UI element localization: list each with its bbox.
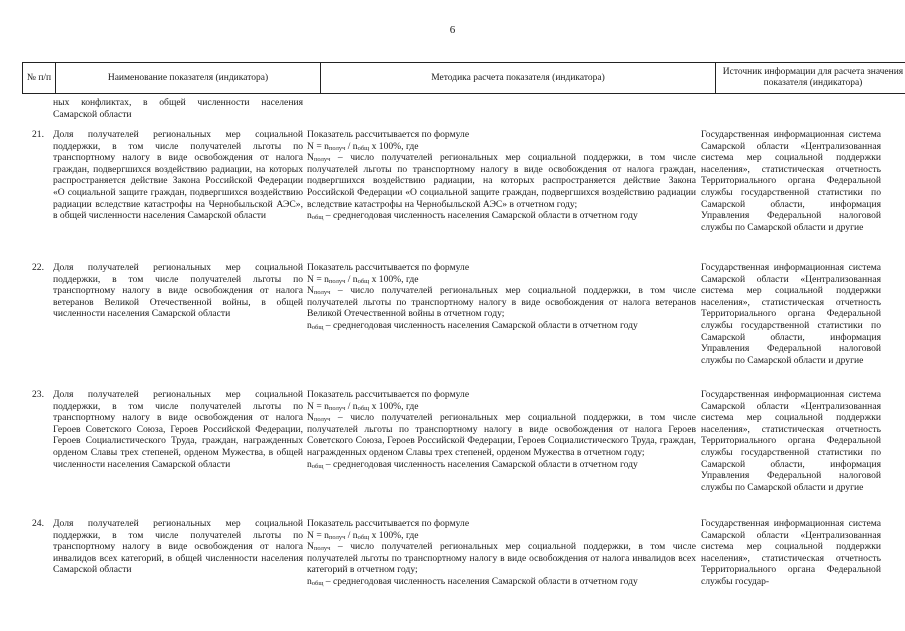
method-def2: $n_{общ}$ – среднегодовая численность населения Самарской области в отчетном году xyxy=(307,319,638,331)
indicator-name: Доля получателей региональных мер социальной поддержки, в том числе получателей льготы по транспортному налогу в виде освобождения от налога граждан, подвергшихся воздействию радиации, на которых распространяется действие Закона Российской Федерации «О социальной защите граждан, подвергшихся воздействию радиации вследствие катастрофы на Чернобыльской АЭС», в общей численности населения Самарской области xyxy=(53,129,303,222)
calculation-method xyxy=(307,262,696,332)
indicator-name: Доля получателей региональных мер социальной поддержки, в том числе получателей льготы по транспортному налогу в виде освобождения от налога Героев Советского Союза, Героев Российской Федерации, Героев Социалистического Труда, граждан, награжденных орденом Славы трех степеней, орденом Мужества, в общей численности населения Самарской области xyxy=(53,389,303,470)
method-def1: $N_{получ}$ – число получателей региональных мер социальной поддержки, в том числе получателей льготы по транспортному налогу в виде освобождения от налога Героев Советского Союза, Героев Российской Федерации, Героев Социалистического Труда, граждан, награжденных орденом Славы трех степеней, орденом Мужества в отчетном году; xyxy=(307,412,696,458)
row-number: 24. xyxy=(32,518,44,529)
header-method: Методика расчета показателя (индикатора) xyxy=(321,63,716,94)
row-number: 22. xyxy=(32,262,44,273)
method-method-intro: Показатель рассчитывается по формуле xyxy=(307,518,470,529)
continuation-text: ных конфликтах, в общей численности населения Самарской области xyxy=(53,97,303,120)
information-source: Государственная информационная система Самарской области «Централизованная система мер социальной поддержки населения», статистическая отчетность Территориального органа Федеральной службы государственной статистики по Самарской области, информация Управления Федеральной налоговой службы по Самарской области и другие xyxy=(701,262,881,366)
header-source: Источник информации для расчета значения показателя (индикатора) xyxy=(716,63,905,94)
header-name: Наименование показателя (индикатора) xyxy=(56,63,321,94)
information-source: Государственная информационная система Самарской области «Централизованная система мер социальной поддержки населения», статистическая отчетность Территориального органа Федеральной службы государ- xyxy=(701,518,881,587)
method-method-intro: Показатель рассчитывается по формуле xyxy=(307,389,470,400)
information-source: Государственная информационная система Самарской области «Централизованная система мер социальной поддержки населения», статистическая отчетность Территориального органа Федеральной службы государственной статистики по Самарской области, информация Управления Федеральной налоговой службы по Самарской области и другие xyxy=(701,129,881,233)
information-source: Государственная информационная система Самарской области «Централизованная система мер социальной поддержки населения», статистическая отчетность Территориального органа Федеральной службы государственной статистики по Самарской области, информация Управления Федеральной налоговой службы по Самарской области и другие xyxy=(701,389,881,493)
method-method-intro: Показатель рассчитывается по формуле xyxy=(307,262,470,273)
table-header xyxy=(22,62,905,94)
method-def2: $n_{общ}$ – среднегодовая численность населения Самарской области в отчетном году xyxy=(307,575,638,587)
method-formula: $N = n_{получ} / n_{общ}$ x 100%, где xyxy=(307,273,419,285)
indicator-name: Доля получателей региональных мер социальной поддержки, в том числе получателей льготы по транспортному налогу в виде освобождения от налога инвалидов всех категорий, в общей численности населения Самарской области xyxy=(53,518,303,576)
method-def1: $N_{получ}$ – число получателей региональных мер социальной поддержки, в том числе получателей льготы по транспортному налогу в виде освобождения от налога инвалидов всех категорий в отчетном году; xyxy=(307,541,696,576)
indicator-name: Доля получателей региональных мер социальной поддержки, в том числе получателей льготы по транспортному налогу в виде освобождения от налога ветеранов Великой Отечественной войны, в общей численности населения Самарской области xyxy=(53,262,303,320)
calculation-method xyxy=(307,129,696,222)
method-def2: $n_{общ}$ – среднегодовая численность населения Самарской области в отчетном году xyxy=(307,210,638,222)
method-def1: $N_{получ}$ – число получателей региональных мер социальной поддержки, в том числе получателей льготы по транспортному налогу в виде освобождения от налога ветеранов Великой Отечественной войны в отчетном году; xyxy=(307,285,696,320)
page-number: 6 xyxy=(449,24,456,36)
header-num: № п/п xyxy=(23,63,56,94)
row-number: 21. xyxy=(32,129,44,140)
method-formula: $N = n_{получ} / n_{общ}$ x 100%, где xyxy=(307,140,419,152)
method-def1: $N_{получ}$ – число получателей региональных мер социальной поддержки, в том числе получателей льготы по транспортному налогу в виде освобождения от налога граждан, подвергшихся воздействию радиации, на которых распространяется действие Закона Российской Федерации «О социальной защите граждан, подвергшихся воздействию радиации вследствие катастрофы на Чернобыльской АЭС» в отчетном году; xyxy=(307,152,696,210)
calculation-method xyxy=(307,389,696,470)
method-formula: $N = n_{получ} / n_{общ}$ x 100%, где xyxy=(307,529,419,541)
row-number: 23. xyxy=(32,389,44,400)
calculation-method xyxy=(307,518,696,588)
method-def2: $n_{общ}$ – среднегодовая численность населения Самарской области в отчетном году xyxy=(307,458,638,470)
method-formula: $N = n_{получ} / n_{общ}$ x 100%, где xyxy=(307,400,419,412)
method-method-intro: Показатель рассчитывается по формуле xyxy=(307,129,470,140)
